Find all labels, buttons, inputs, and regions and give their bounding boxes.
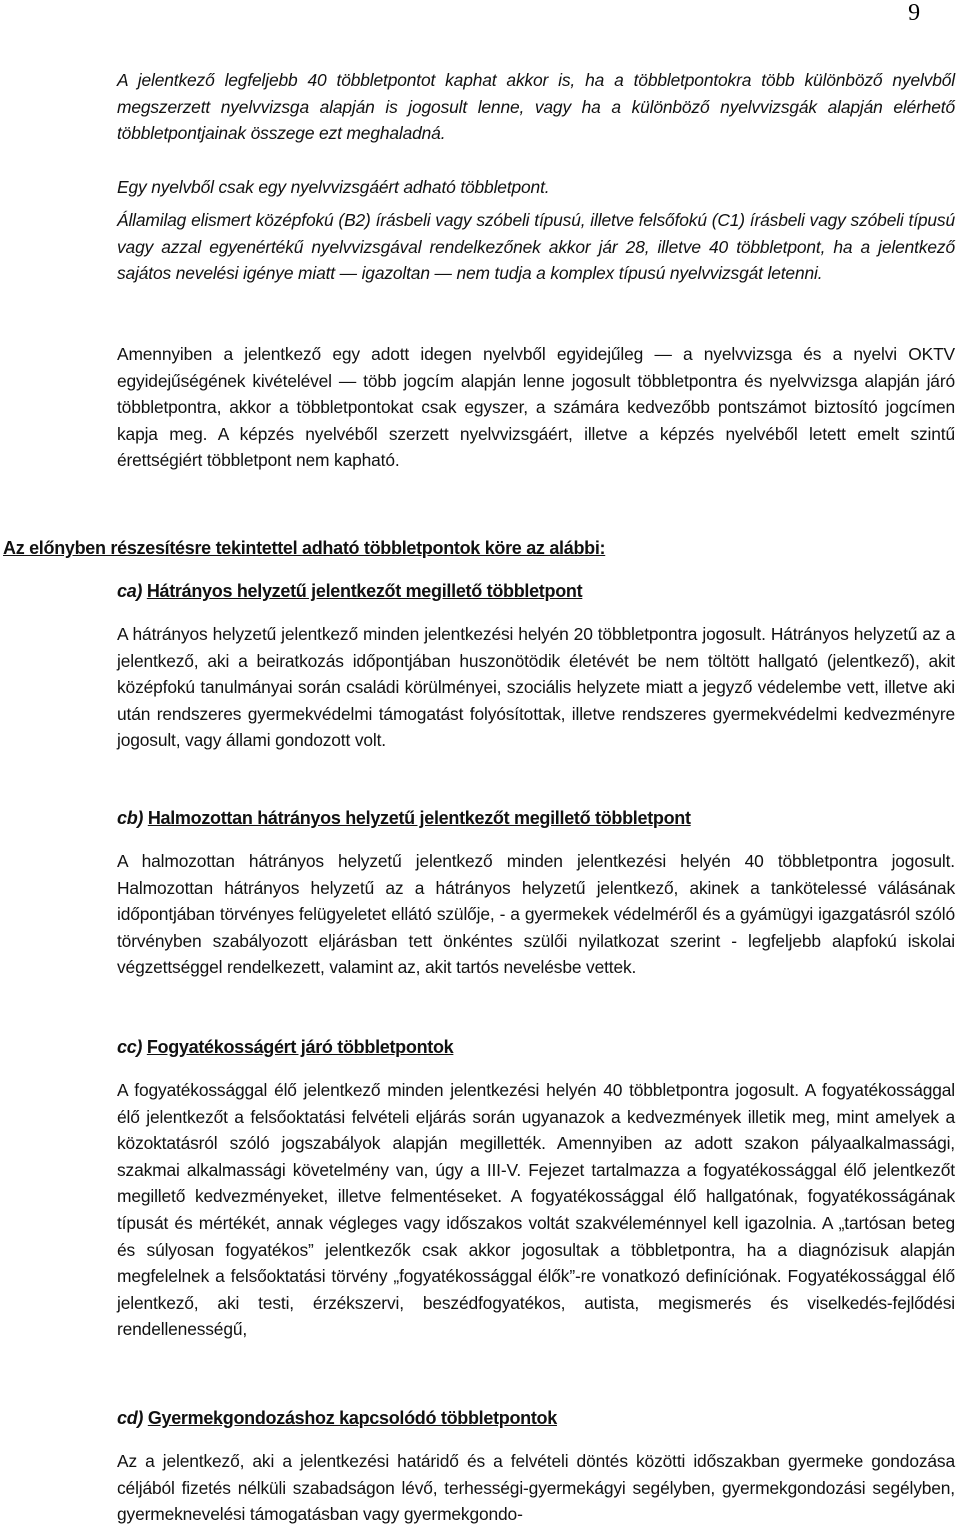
section-heading-ca xyxy=(117,581,582,602)
section-letter: cb) xyxy=(117,808,144,828)
section-title: Halmozottan hátrányos helyzetű jelentkezőt megillető többletpont xyxy=(147,808,691,828)
section-text-cd: Az a jelentkező, aki a jelentkezési határidő és a felvételi döntés közötti időszakban gyermeke gondozása céljából fizetés nélküli szabadságon lévő, terhességi-gyermekágyi segélyben, gyermekgondozási segélyben, gyermeknevelési támogatásban vagy gyermekgondo- xyxy=(117,1451,955,1525)
section-text-cb: A halmozottan hátrányos helyzetű jelentkező minden jelentkezési helyén 40 többletpontra jogosult. Halmozottan hátrányos helyzetű az a hátrányos helyzetű jelentkező, akinek a tankötelessé válásának időpontjában törvényes felügyeletet ellátó szülője, - a gyermekek védelméről és a gyámügyi igazgatásról szóló törvényben szabályozott eljárásban tett önkéntes szülői nyilatkozat szerint - legfeljebb alapfokú iskolai végzettséggel rendelkezett, valamint az, akit tartós nevelésbe vettek. xyxy=(117,851,955,978)
section-letter: ca) xyxy=(117,581,143,601)
page-number: 9 xyxy=(908,0,920,26)
section-text-ca: A hátrányos helyzetű jelentkező minden jelentkezési helyén 20 többletpontra jogosult. Hátrányos helyzetű az a jelentkező, aki a beiratkozás időpontjában huszonötödik életévét be nem töltött hallgató (jelentkező), akit középfokú tanulmányai során családi körülményei, szociális helyzete miatt a jegyző védelembe vett, illetve aki után rendszeres gyermekvédelmi támogatást folyósítottak, illetve rendszeres gyermekvédelmi kedvezményre jogosult, vagy állami gondozott volt. xyxy=(117,624,955,751)
section-letter: cc) xyxy=(117,1037,143,1057)
section-text-cc: A fogyatékossággal élő jelentkező minden jelentkezési helyén 40 többletpontra jogosult. A fogyatékossággal élő jelentkezőt a felsőoktatási felvételi eljárás során ugyanazok a kedvezmények illetik meg, mint amelyek a közoktatásról szóló jogszabályok alapján megillették. Amennyiben az adott szakon pályaalkalmassági, szakmai alkalmassági követelmény van, úgy a III-V. Fejezet tartalmazza a fogyatékossággal élő jelentkezőt megillető kedvezményeket, illetve felmentéseket. A fogyatékossággal élő hallgatónak, fogyatékosságának típusát és mértékét, annak végleges vagy időszakos voltát szakvéleménnyel kell igazolnia. A „tartósan beteg és súlyosan fogyatékos” jelentkezők csak akkor jogosultak a többletpontra, ha a diagnózisuk alapján megfelelnek a felsőoktatási törvény „fogyatékossággal élők”-re vonatkozó definíciónak. Fogyatékossággal élő jelentkező, aki testi, érzékszervi, beszédfogyatékos, autista, megismerés és viselkedés-fejlődési rendellenességű, xyxy=(117,1080,955,1340)
section-title: Hátrányos helyzetű jelentkezőt megillető többletpont xyxy=(146,581,583,601)
section-heading-cd xyxy=(117,1408,557,1429)
intro-paragraph-2: Egy nyelvből csak egy nyelvvizsgáért adható többletpont. xyxy=(117,177,550,197)
intro-paragraph-1: A jelentkező legfeljebb 40 többletpontot kaphat akkor is, ha a többletpontokra több különböző nyelvből megszerzett nyelvvizsga alapján is jogosult lenne, vagy ha a különböző nyelvvizsgák alapján elérhető többletpontjainak összege ezt meghaladná. xyxy=(117,70,955,144)
section-letter: cd) xyxy=(117,1408,144,1428)
intro-paragraph-4: Amennyiben a jelentkező egy adott idegen nyelvből egyidejűleg — a nyelvvizsga és a nyelvi OKTV egyidejűségének kivételével — több jogcím alapján lenne jogosult többletpontra és nyelvvizsga alapján járó többletpontra, akkor a többletpontokat csak egyszer, a számára kedvezőbb pontszámot biztosító jogcímen kapja meg. A képzés nyelvéből szerzett nyelvvizsgáért, illetve a képzés nyelvéből letett emelt szintű érettségiért többletpont nem kapható. xyxy=(117,344,955,471)
main-heading: Az előnyben részesítésre tekintettel adható többletpontok köre az alábbi: xyxy=(3,538,606,558)
section-title: Gyermekgondozáshoz kapcsolódó többletpontok xyxy=(147,1408,557,1428)
section-heading-cc xyxy=(117,1037,453,1058)
intro-paragraph-3: Államilag elismert középfokú (B2) írásbeli vagy szóbeli típusú, illetve felsőfokú (C1) írásbeli vagy szóbeli típusú vagy azzal egyenértékű nyelvvizsgával rendelkezőnek akkor jár 28, illetve 40 többletpont, ha a jelentkező sajátos nevelési igénye miatt — igazoltan — nem tudja a komplex típusú nyelvvizsgát letenni. xyxy=(117,210,955,284)
section-heading-cb xyxy=(117,808,691,829)
section-title: Fogyatékosságért járó többletpontok xyxy=(146,1037,454,1057)
